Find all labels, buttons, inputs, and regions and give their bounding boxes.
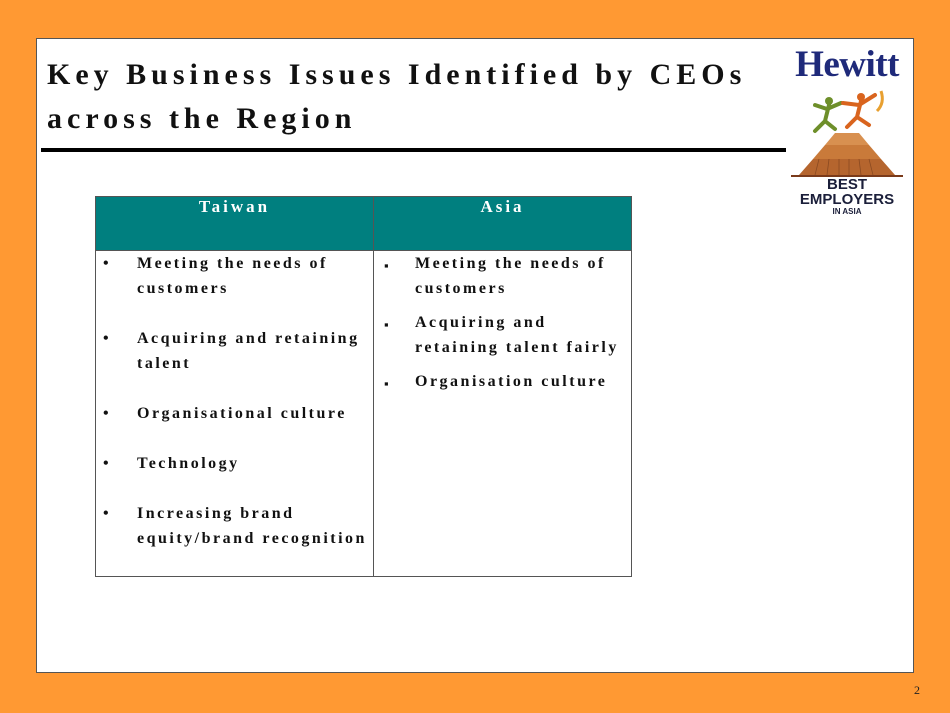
title-line-1: Key Business Issues Identified by CEOs: [47, 58, 747, 91]
title-underline: [41, 148, 786, 152]
hewitt-logo: [785, 43, 909, 233]
asia-issue-list: [374, 251, 631, 394]
page-number: 2: [914, 683, 920, 697]
list-item: • Technology: [96, 451, 373, 476]
list-item: • Acquiring and retaining talent: [96, 326, 373, 376]
list-item: • Organisational culture: [96, 401, 373, 426]
issues-table: [95, 196, 632, 577]
bullet-icon: •: [103, 255, 112, 272]
logo-wordmark: Hewitt: [795, 44, 899, 85]
asia-column: [374, 251, 632, 577]
bullet-icon: •: [103, 405, 112, 422]
slide-canvas: [36, 38, 914, 673]
table-row: [96, 251, 632, 577]
logo-in-asia-text: IN ASIA: [832, 207, 862, 216]
logo-employers-text: EMPLOYERS: [799, 191, 895, 208]
taiwan-issue-list: [96, 251, 373, 551]
bullet-icon: •: [103, 330, 112, 347]
list-item: • Meeting the needs of customers: [96, 251, 373, 301]
header-taiwan: Taiwan: [96, 197, 374, 251]
square-bullet-icon: ▪: [384, 376, 392, 391]
dancers-emblem-icon: [785, 85, 909, 177]
bullet-icon: •: [103, 455, 112, 472]
list-item: ▪ Meeting the needs of customers: [384, 255, 606, 297]
list-item: • Increasing brand equity/brand recognition: [96, 501, 373, 551]
logo-best-text: BEST: [826, 176, 867, 193]
bullet-icon: •: [103, 505, 112, 522]
list-item: ▪ Acquiring and retaining talent fairly: [384, 314, 619, 356]
list-item: ▪ Organisation culture: [374, 369, 631, 394]
taiwan-column: [96, 251, 374, 577]
header-asia: Asia: [374, 197, 632, 251]
square-bullet-icon: ▪: [384, 258, 392, 273]
table-header-row: [96, 197, 632, 251]
slide-title: [47, 53, 746, 141]
square-bullet-icon: ▪: [384, 317, 392, 332]
title-line-2: across the Region: [47, 102, 357, 135]
